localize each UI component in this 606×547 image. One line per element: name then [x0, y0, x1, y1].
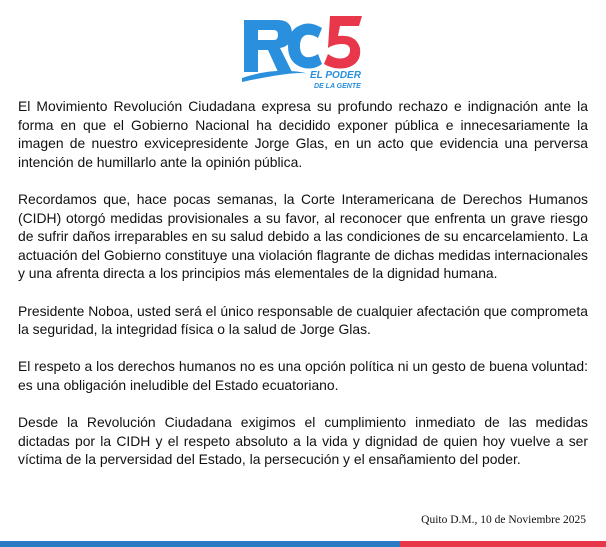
statement-paragraph-1: El Movimiento Revolución Ciudadana expresa su profundo rechazo e indignación ante la forma en que el Gobierno Nacional ha decidido exponer pública e innecesariamente la imagen de nuestro exvicepresidente Jorge Glas, en un acto que evidencia una perversa intención de humillarlo ante la opinión pública.: [18, 98, 588, 170]
statement-date: Quito D.M., 10 de Noviembre 2025: [421, 514, 586, 526]
bottom-bar-red-segment: [400, 541, 606, 547]
logo-number-5: [324, 16, 362, 69]
logo-letter-r: [244, 20, 292, 72]
logo-letter-c: [288, 24, 322, 69]
logo-swoosh: [242, 71, 310, 82]
bottom-bar-blue-segment: [0, 541, 400, 547]
logo-tagline-line1: EL PODER: [310, 70, 361, 81]
rc5-logo: [238, 8, 368, 90]
statement-paragraph-2: Recordamos que, hace pocas semanas, la Corte Interamericana de Derechos Humanos (CIDH) otorgó medidas provisionales a su favor, al reconocer que enfrenta un grave riesgo de sufrir daños irreparables en su salud debido a las condiciones de su encarcelamiento. La actuación del Gobierno constituye una violación flagrante de dichas medidas internacionales y una afrenta directa a los principios más elementales de la dignidad humana.: [18, 190, 588, 282]
rc5-logo-mark: [238, 8, 368, 90]
logo-tagline-line2: DE LA GENTE: [314, 83, 361, 90]
statement-paragraph-5: Desde la Revolución Ciudadana exigimos el cumplimiento inmediato de las medidas dictadas por la CIDH y el respeto absoluto a la vida y dignidad de quien hoy vuelve a ser víctima de la perversidad del Estado, la persecución y el ensañamiento del poder.: [18, 414, 588, 468]
statement-paragraph-3: Presidente Noboa, usted será el único responsable de cualquier afectación que comprometa la seguridad, la integridad física o la salud de Jorge Glas.: [18, 302, 588, 338]
statement-paragraph-4: El respeto a los derechos humanos no es una opción política ni un gesto de buena voluntad: es una obligación ineludible del Estado ecuatoriano.: [18, 358, 588, 393]
bottom-color-bar: [0, 541, 606, 547]
statement-body: [18, 97, 588, 487]
